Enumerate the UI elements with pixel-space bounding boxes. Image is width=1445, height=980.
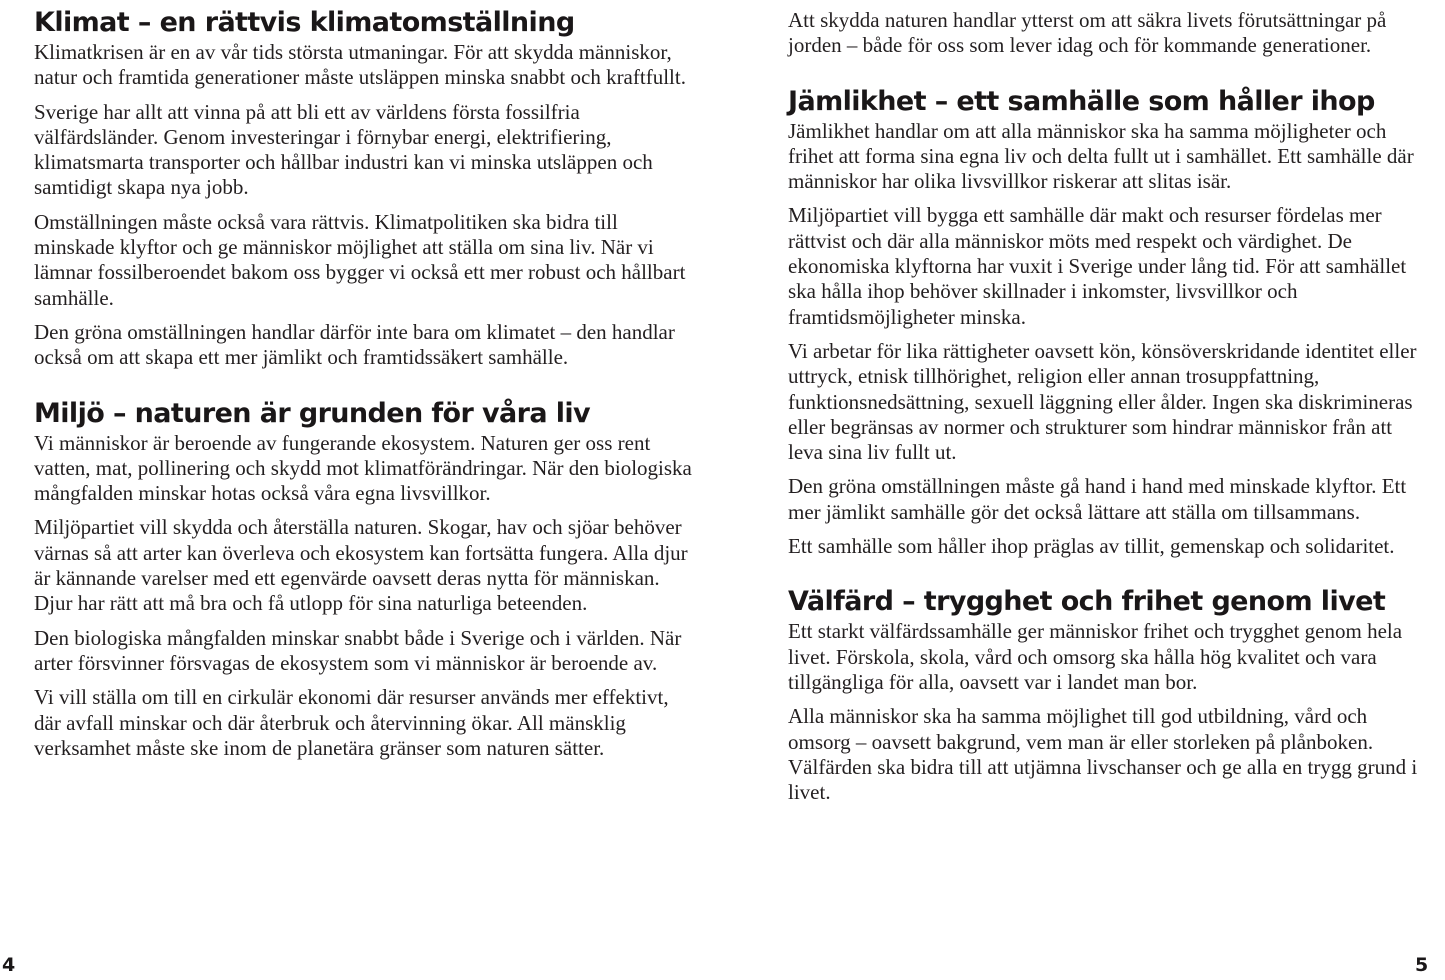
paragraph: Omställningen måste också vara rättvis. Klimatpolitiken ska bidra till minskade klyftor och ge människor möjlighet att ställa om sina liv. När vi lämnar fossilberoendet bakom oss bygger vi också ett mer robust och hållbart samhälle. <box>34 209 686 310</box>
paragraph: Att skydda naturen handlar ytterst om att säkra livets förutsättningar på jorden – både för oss som lever idag och för kommande generationer. <box>788 8 1387 58</box>
page-number-left: 4 <box>2 954 16 976</box>
section-klimat <box>34 6 694 371</box>
section-jamlikhet <box>788 85 1428 560</box>
paragraph: Den gröna omställningen handlar därför inte bara om klimatet – den handlar också om att skapa ett mer jämlikt och framtidssäkert samhälle. <box>34 319 675 370</box>
paragraph: Alla människor ska ha samma möjlighet till god utbildning, vård och omsorg – oavsett bakgrund, vem man är eller storleken på plånboken. Välfärden ska bidra till att utjämna livschanser och ge alla en trygg grund i livet. <box>788 704 1418 805</box>
paragraph: Vi vill ställa om till en cirkulär ekonomi där resurser används mer effektivt, där avfall minskar och där återbruk och återvinning ökar. All mänsklig verksamhet måste ske inom de planetära gränser som naturen sätter. <box>34 685 669 760</box>
paragraph: Klimatkrisen är en av vår tids största utmaningar. För att skydda människor, natur och framtida generationer måste utsläppen minska snabbt och kraftfullt. <box>34 40 686 90</box>
paragraph: Vi arbetar för lika rättigheter oavsett kön, könsöverskridande identitet eller uttryck, etnisk tillhörighet, religion eller annan trosuppfattning, funktionsnedsättning, sexuell läggning eller ålder. Ingen ska diskrimineras eller begränsas av normer och strukturer som hindrar människor från att leva sina liv fullt ut. <box>788 338 1417 465</box>
right-page <box>788 0 1428 980</box>
section-heading: Miljö – naturen är grunden för våra liv <box>34 397 591 429</box>
paragraph: Ett samhälle som håller ihop präglas av tillit, gemenskap och solidaritet. <box>788 534 1395 559</box>
paragraph: Miljöpartiet vill bygga ett samhälle där makt och resurser fördelas mer rättvist och där alla människor möts med respekt och värdighet. De ekonomiska klyftorna har vuxit i Sverige under lång tid. För att samhället ska hålla ihop behöver skillnader i inkomster, livsvillkor och framtidsmöjligheter minska. <box>788 203 1407 329</box>
section-miljo <box>34 397 694 762</box>
left-page <box>34 0 694 980</box>
paragraph: Den biologiska mångfalden minskar snabbt både i Sverige och i världen. När arter försvinner försvagas de ekosystem som vi människor är beroende av. <box>34 625 682 675</box>
paragraph: Jämlikhet handlar om att alla människor ska ha samma möjligheter och frihet att forma sina egna liv och delta fullt ut i samhället. Ett samhälle där människor har olika livsvillkor riskerar att slitas isär. <box>788 118 1414 194</box>
section-heading: Välfärd – trygghet och frihet genom livet <box>788 586 1386 618</box>
section-intro <box>788 8 1428 59</box>
paragraph: Vi människor är beroende av fungerande ekosystem. Naturen ger oss rent vatten, mat, pollinering och skydd mot klimatförändringar. När den biologiska mångfalden minskar hotas också våra egna livsvillkor. <box>34 430 692 506</box>
page-number-right: 5 <box>1415 954 1429 976</box>
section-heading: Jämlikhet – ett samhälle som håller ihop <box>788 85 1375 117</box>
section-heading: Klimat – en rättvis klimatomställning <box>34 7 575 38</box>
paragraph: Ett starkt välfärdssamhälle ger människor frihet och trygghet genom hela livet. Förskola, skola, vård och omsorg ska hålla hög kvalitet och vara tillgängliga för alla, oavsett var i landet man bor. <box>788 619 1403 694</box>
section-valfard <box>788 585 1428 805</box>
paragraph: Sverige har allt att vinna på att bli ett av världens första fossilfria välfärdsländer. Genom investeringar i förnybar energi, elektrifiering, klimatsmarta transporter och hållbar industri kan vi minska utsläppen och samtidigt skapa nya jobb. <box>34 99 653 200</box>
paragraph: Miljöpartiet vill skydda och återställa naturen. Skogar, hav och sjöar behöver värnas så att arter kan överleva och ekosystem kan fortsätta fungera. Alla djur är kännande varelser med ett egenvärde oavsett deras nytta för människan. Djur har rätt att må bra och få utlopp för sina naturliga beteenden. <box>34 515 688 616</box>
paragraph: Den gröna omställningen måste gå hand i hand med minskade klyftor. Ett mer jämlikt samhälle gör det också lättare att ställa om tillsammans. <box>788 474 1407 524</box>
